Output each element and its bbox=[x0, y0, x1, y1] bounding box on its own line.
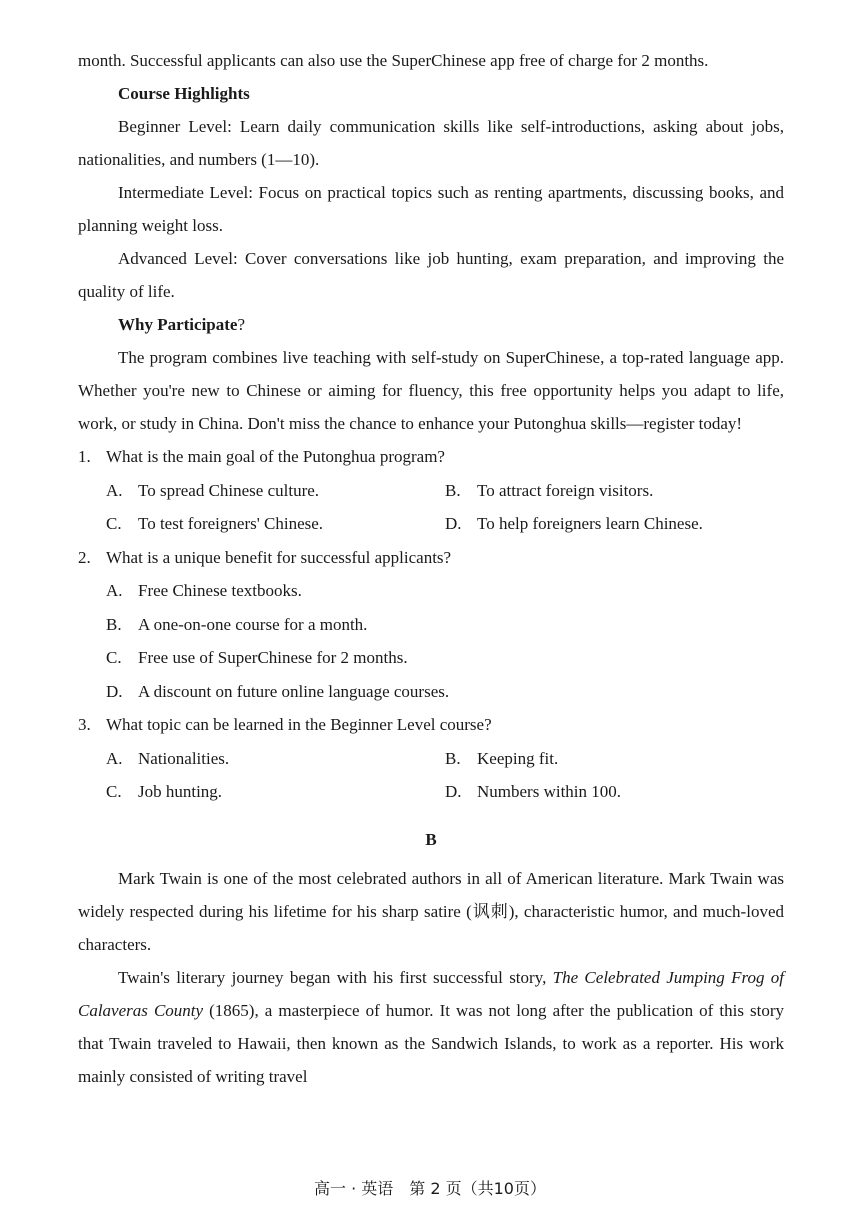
option-letter: A. bbox=[106, 480, 123, 500]
course-highlights-heading: Course Highlights bbox=[118, 84, 250, 103]
option-c bbox=[106, 641, 784, 675]
question-3 bbox=[78, 708, 784, 742]
option-d bbox=[106, 675, 784, 709]
option-text: To spread Chinese culture. bbox=[138, 480, 320, 500]
question-2 bbox=[78, 541, 784, 575]
question-number: 2. bbox=[78, 547, 91, 567]
page-footer: 高一 · 英语 第 2 页（共10页） bbox=[314, 1179, 546, 1198]
question-number: 3. bbox=[78, 715, 91, 734]
option-b bbox=[106, 608, 784, 642]
option-a bbox=[106, 474, 445, 508]
option-letter: D. bbox=[106, 681, 123, 701]
option-letter: A. bbox=[106, 748, 123, 768]
option-letter: B. bbox=[445, 480, 461, 500]
story-title: The Celebrated Jumping Frog of Calaveras County bbox=[78, 967, 784, 1020]
option-text: To help foreigners learn Chinese. bbox=[477, 514, 703, 533]
advanced-level-paragraph: Advanced Level: Cover conversations like job hunting, exam preparation, and improving the quality of life. bbox=[78, 249, 784, 301]
question-stem: What is the main goal of the Putonghua program? bbox=[106, 447, 445, 466]
option-text: Free use of SuperChinese for 2 months. bbox=[138, 648, 408, 667]
option-a bbox=[106, 742, 445, 776]
option-text: To attract foreign visitors. bbox=[477, 480, 654, 500]
paragraph-text: Twain's literary journey began with his first successful story, bbox=[118, 967, 553, 987]
option-text: Nationalities. bbox=[138, 748, 230, 768]
option-d bbox=[445, 775, 784, 809]
option-text: Free Chinese textbooks. bbox=[138, 581, 302, 600]
question-1-options bbox=[78, 474, 784, 541]
option-letter: B. bbox=[445, 748, 461, 768]
option-text: Keeping fit. bbox=[477, 748, 559, 768]
question-stem: What is a unique benefit for successful applicants? bbox=[106, 547, 452, 567]
option-letter: C. bbox=[106, 514, 122, 533]
option-letter: A. bbox=[106, 581, 123, 600]
option-letter: B. bbox=[106, 614, 122, 634]
question-3-options bbox=[78, 742, 784, 809]
option-row bbox=[106, 507, 784, 541]
question-number: 1. bbox=[78, 447, 91, 466]
option-letter: D. bbox=[445, 514, 462, 533]
page-content bbox=[78, 44, 784, 1093]
option-b bbox=[445, 474, 784, 508]
question-2-options bbox=[78, 574, 784, 708]
option-b bbox=[445, 742, 784, 776]
option-text: A one-on-one course for a month. bbox=[138, 614, 368, 634]
passage-b-paragraph-2 bbox=[78, 961, 784, 1093]
option-d bbox=[445, 507, 784, 541]
why-participate-heading bbox=[78, 308, 784, 341]
intermediate-level-paragraph: Intermediate Level: Focus on practical topics such as renting apartments, discussing books, and planning weight loss. bbox=[78, 183, 784, 235]
option-letter: D. bbox=[445, 782, 462, 801]
why-participate-text: Why Participate bbox=[118, 315, 238, 334]
why-participate-paragraph: The program combines live teaching with self-study on SuperChinese, a top-rated language app. Whether you're new to Chinese or aiming for fluency, this free opportunity helps you adapt to life, work, or study in China. Don't miss the chance to enhance your Putonghua skills—register today! bbox=[78, 348, 784, 433]
option-text: To test foreigners' Chinese. bbox=[138, 514, 324, 533]
why-participate-mark: ? bbox=[237, 315, 245, 334]
option-row bbox=[106, 775, 784, 809]
passage-b-paragraph-1: Mark Twain is one of the most celebrated authors in all of American literature. Mark Twain was widely respected during his lifetime for his sharp satire (讽刺), characteristic humor, and much-loved characters. bbox=[78, 868, 784, 954]
question-stem: What topic can be learned in the Beginner Level course? bbox=[106, 715, 492, 734]
option-text: A discount on future online language courses. bbox=[138, 681, 450, 701]
option-text: Job hunting. bbox=[138, 782, 223, 801]
intro-tail-paragraph: month. Successful applicants can also use the SuperChinese app free of charge for 2 months. bbox=[78, 51, 709, 70]
option-letter: C. bbox=[106, 782, 122, 801]
section-b-label: B bbox=[425, 829, 437, 849]
option-row bbox=[106, 474, 784, 508]
question-1 bbox=[78, 440, 784, 474]
option-text: Numbers within 100. bbox=[477, 782, 622, 801]
option-a bbox=[106, 574, 784, 608]
option-c bbox=[106, 507, 445, 541]
beginner-level-paragraph: Beginner Level: Learn daily communication skills like self-introductions, asking about jobs, nationalities, and numbers (1—10). bbox=[78, 117, 784, 169]
option-c bbox=[106, 775, 445, 809]
paragraph-text: (1865), a masterpiece of humor. It was not long after the publication of this story that Twain traveled to Hawaii, then known as the Sandwich Islands, to work as a reporter. His work mainly consisted of writing travel bbox=[78, 1000, 784, 1086]
option-letter: C. bbox=[106, 648, 122, 667]
option-row bbox=[106, 742, 784, 776]
